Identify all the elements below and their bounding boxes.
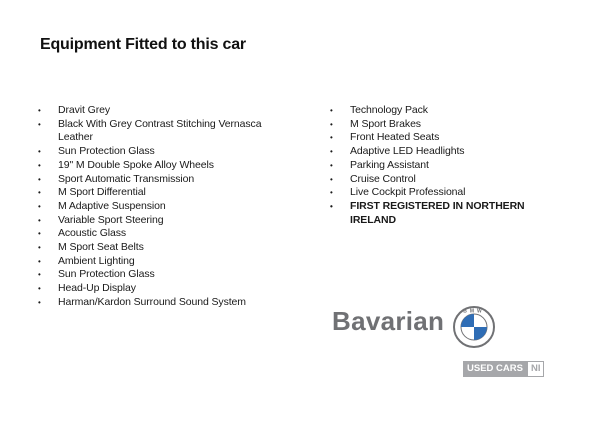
equipment-label: Technology Pack: [350, 104, 428, 116]
bullet-icon: •: [330, 160, 333, 170]
list-item: [38, 241, 274, 255]
list-item: [38, 159, 274, 173]
bullet-icon: •: [38, 106, 41, 115]
list-item: [38, 145, 274, 159]
bullet-icon: •: [330, 147, 333, 157]
equipment-label: Sun Protection Glass: [58, 145, 155, 158]
list-item: [330, 104, 540, 118]
dealer-wordmark: Bavarian: [332, 306, 445, 336]
list-item: [330, 118, 540, 132]
list-item: [38, 255, 274, 269]
equipment-label: Parking Assistant: [350, 158, 429, 171]
equipment-label: M Sport Seat Belts: [58, 241, 144, 254]
bullet-icon: •: [38, 160, 41, 170]
list-item-highlight: [330, 200, 540, 227]
equipment-label: Live Cockpit Professional: [350, 186, 466, 199]
equipment-label: M Sport Brakes: [350, 117, 421, 130]
bullet-icon: •: [38, 147, 41, 157]
badge-region-label: NI: [527, 361, 545, 377]
list-item: [38, 118, 274, 145]
equipment-label: Black With Grey Contrast Stitching Vernasca Leather: [58, 117, 262, 144]
equipment-label: Variable Sport Steering: [58, 213, 164, 226]
bullet-icon: •: [330, 106, 333, 115]
equipment-label: Front Heated Seats: [350, 131, 440, 144]
equipment-label: Ambient Lighting: [58, 254, 135, 267]
bullet-icon: •: [38, 119, 41, 129]
equipment-label: M Sport Differential: [58, 186, 146, 199]
list-item: [38, 200, 274, 214]
badge-used-label: USED CARS: [463, 361, 527, 377]
bullet-icon: •: [38, 188, 41, 198]
bullet-icon: •: [38, 229, 41, 239]
roundel-letters: BMW: [463, 308, 485, 315]
equipment-label: Dravit Grey: [58, 104, 110, 116]
list-item: [38, 282, 274, 296]
bullet-icon: •: [38, 201, 41, 211]
bullet-icon: •: [38, 256, 41, 266]
equipment-label: 19" M Double Spoke Alloy Wheels: [58, 158, 214, 171]
bullet-icon: •: [38, 215, 41, 225]
bullet-icon: •: [38, 243, 41, 253]
used-cars-badge: [463, 361, 544, 377]
list-item: [330, 186, 540, 200]
equipment-label: Acoustic Glass: [58, 227, 127, 240]
list-item: [38, 296, 274, 310]
bullet-icon: •: [38, 270, 41, 280]
equipment-label: Cruise Control: [350, 172, 416, 185]
list-item: [330, 131, 540, 145]
list-item: [38, 186, 274, 200]
bmw-roundel-icon: [453, 306, 495, 348]
equipment-label: Sport Automatic Transmission: [58, 172, 195, 185]
equipment-label: Sun Protection Glass: [58, 268, 155, 281]
bullet-icon: •: [330, 188, 333, 198]
bullet-icon: •: [330, 119, 333, 129]
bullet-icon: •: [330, 174, 333, 184]
equipment-label: Harman/Kardon Surround Sound System: [58, 295, 246, 308]
equipment-list-right: [330, 104, 540, 227]
bullet-icon: •: [330, 201, 333, 211]
equipment-label: M Adaptive Suspension: [58, 199, 166, 212]
bullet-icon: •: [38, 284, 41, 294]
list-item: [38, 173, 274, 187]
list-item: [330, 159, 540, 173]
list-item: [330, 173, 540, 187]
bullet-icon: •: [38, 297, 41, 307]
bullet-icon: •: [38, 174, 41, 184]
list-item: [38, 104, 274, 118]
list-item: [38, 268, 274, 282]
equipment-label: Head-Up Display: [58, 282, 136, 295]
equipment-label: Adaptive LED Headlights: [350, 145, 465, 158]
bullet-icon: •: [330, 133, 333, 143]
list-item: [38, 214, 274, 228]
equipment-list-left: [38, 104, 274, 310]
list-item: [330, 145, 540, 159]
list-item: [38, 227, 274, 241]
page-title: Equipment Fitted to this car: [40, 36, 246, 53]
equipment-label: FIRST REGISTERED IN NORTHERN IRELAND: [350, 199, 525, 226]
